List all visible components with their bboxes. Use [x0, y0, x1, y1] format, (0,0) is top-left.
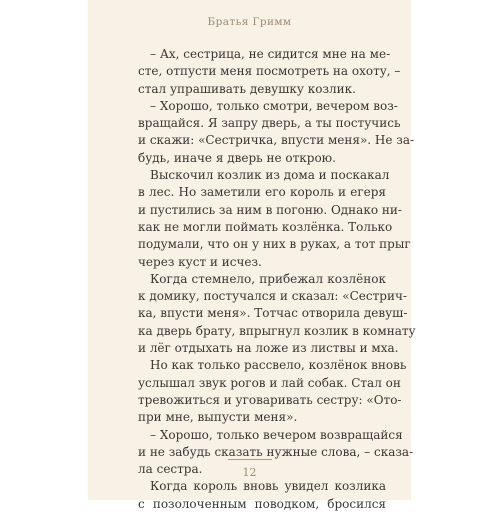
text-line: услышал звук рогов и лай собак. Стал он	[138, 375, 401, 390]
text-line: ла сестра.	[138, 462, 203, 477]
text-line: Когда стемнело, прибежал козлёнок	[150, 271, 386, 286]
text-line: подумали, что он у них в руках, а тот прыг	[138, 237, 411, 252]
text-line: – Хорошо, только вечером возвращайся	[150, 427, 403, 442]
book-page	[88, 0, 416, 511]
text-line: и лёг отдыхать на ложе из листвы и мха.	[138, 341, 399, 356]
text-line: при мне, выпусти меня».	[138, 410, 298, 425]
text-line: с позолоченным поводком, бросился	[138, 496, 386, 511]
text-line: к домику, постучался и сказал: «Сестрич-	[138, 289, 407, 304]
text-line: как не могли поймать козлёнка. Только	[138, 219, 393, 234]
text-line: стал упрашивать девушку козлик.	[138, 81, 356, 96]
text-line: – Ах, сестрица, не сидится мне на ме-	[150, 47, 391, 61]
text-line: – Хорошо, только смотри, вечером воз-	[150, 98, 398, 113]
text-line: вращайся. Я запру дверь, а ты постучись	[138, 116, 401, 131]
text-line: и пустились за ним в погоню. Однако ни-	[138, 202, 402, 217]
page-number: 12	[242, 466, 257, 479]
text-line: Выскочил козлик из дома и поскакал	[150, 168, 390, 183]
text-line: ка, впусти меня». Тотчас отворила девуш-	[138, 306, 408, 321]
text-line: тревожиться и уговаривать сестру: «Ото-	[138, 392, 402, 407]
body-text	[138, 46, 416, 513]
text-line: и скажи: «Сестричка, впусти меня». Не за-	[138, 133, 415, 148]
page-number-rule	[228, 459, 272, 460]
text-line: Но как только рассвело, козлёнок вновь	[150, 358, 407, 373]
text-line: и не забудь сказать нужные слова, – сказа-	[138, 444, 414, 459]
text-line: через куст и исчез.	[138, 254, 262, 269]
text-line: сте, отпусти меня посмотреть на охоту, –	[138, 64, 401, 79]
text-line: в лес. Но заметили его король и егеря	[138, 185, 386, 200]
text-line: будь, иначе я дверь не открою.	[138, 150, 336, 165]
text-line: Когда король вновь увидел козлика	[150, 479, 386, 494]
text-line: ка дверь брату, впрыгнул козлик в комнату	[138, 323, 416, 338]
running-header: Братья Гримм	[207, 16, 292, 28]
